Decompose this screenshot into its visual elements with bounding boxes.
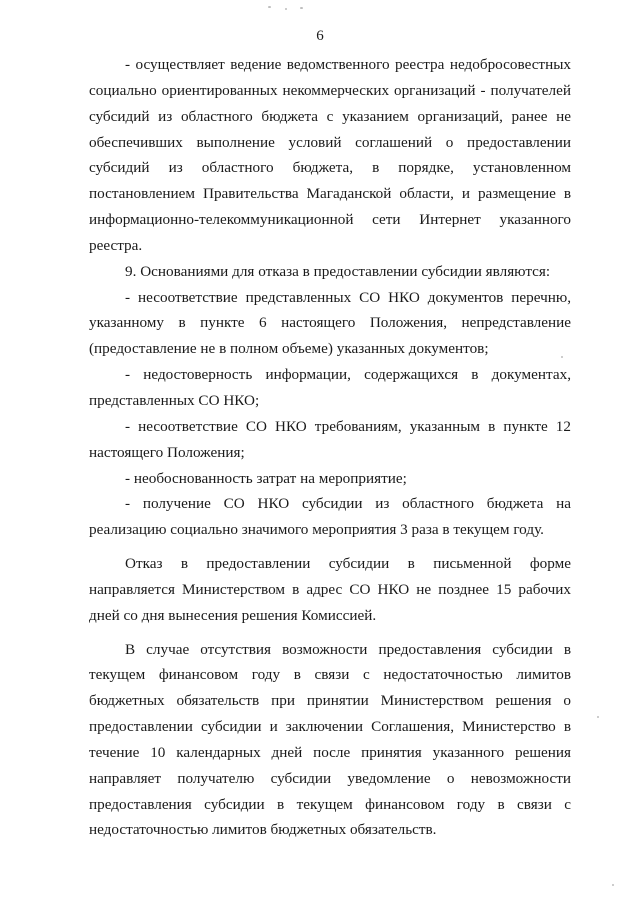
paragraph-refusal-notice: Отказ в предоставлении субсидии в письменной форме направляется Министерством в адрес СО НКО не позднее 15 рабочих дней со дня вынесения решения Комиссией.: [89, 555, 571, 624]
scan-speck-top: [300, 7, 303, 9]
scan-speck-top: [285, 8, 287, 10]
paragraph-ground-repeat: - получение СО НКО субсидии из областного бюджета на реализацию социально значимого мероприятия 3 раза в текущем году.: [89, 495, 571, 539]
paragraph-ground-documents: - несоответствие представленных СО НКО документов перечню, указанному в пункте 6 настоящего Положения, непредставление (предоставление не в полном объеме) указанных документов;: [89, 288, 571, 358]
paragraph-ground-requirements: - несоответствие СО НКО требованиям, указанным в пункте 12 настоящего Положения;: [89, 417, 571, 461]
document-body: [89, 52, 571, 843]
paragraph-registry: - осуществляет ведение ведомственного реестра недобросовестных социально ориентированных некоммерческих организаций - получателей субсидий из областного бюджета с указанием организаций, ранее не обеспечивших выполнение условий соглашений о предоставлении субсидий из областного бюджета, в порядке, установленном постановлением Правительства Магаданской области, и размещение в информационно-телекоммуникационной сети Интернет указанного реестра.: [89, 56, 571, 254]
scan-speck-bottom: [612, 884, 614, 886]
scan-speck-top: [268, 6, 271, 8]
paragraph-ground-costs: - необоснованность затрат на мероприятие;: [125, 469, 407, 487]
scan-speck-right: [597, 716, 599, 718]
paragraph-insufficient-limits: В случае отсутствия возможности предоставления субсидии в текущем финансовом году в связи с недостаточностью лимитов бюджетных обязательств при принятии Министерством решения о предоставлении субсидии и заключении Соглашения, Министерство в течение 10 календарных дней после принятия указанного решения направляет получателю субсидии уведомление о невозможности предоставления субсидии в текущем финансовом году в связи с недостаточностью лимитов бюджетных обязательств.: [89, 640, 571, 839]
paragraph-refusal-grounds-heading: 9. Основаниями для отказа в предоставлении субсидии являются:: [125, 262, 551, 280]
paragraph-ground-information: - недостоверность информации, содержащихся в документах, представленных СО НКО;: [89, 366, 571, 409]
page-number: 6: [316, 28, 324, 44]
